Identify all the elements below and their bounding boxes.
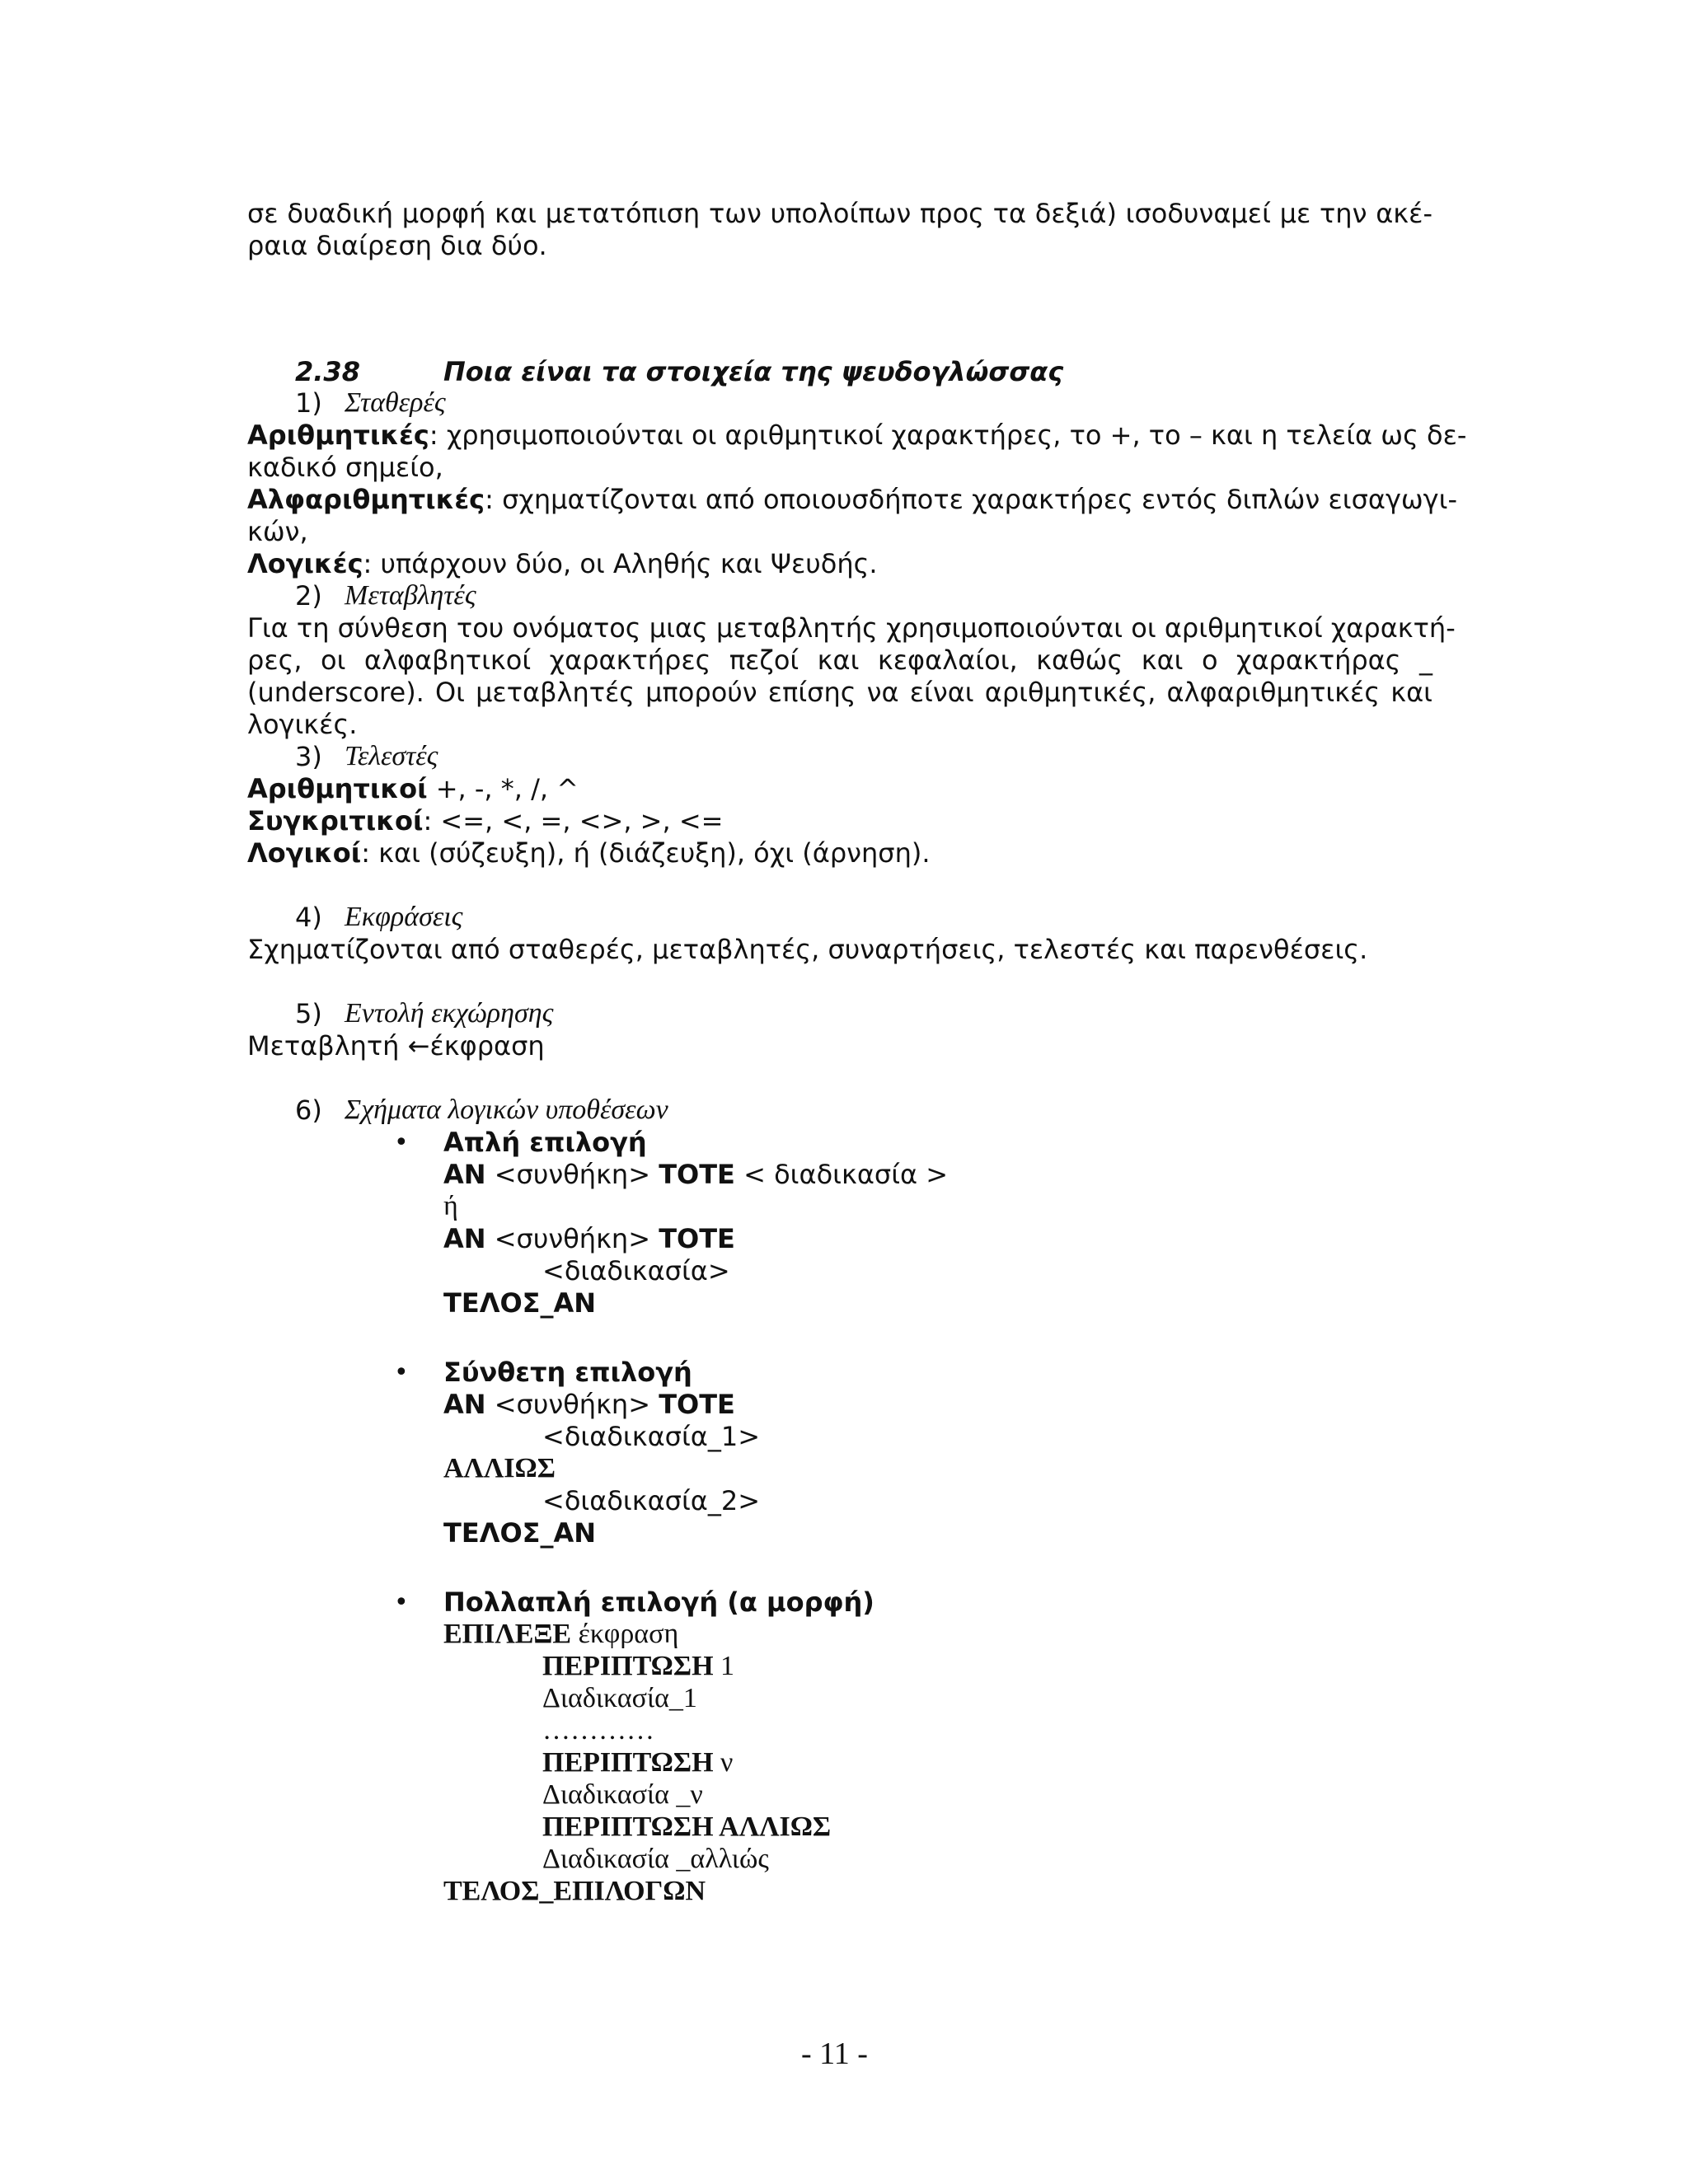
variables-line-2	[247, 644, 1432, 676]
cond-text: <συνθήκη>	[485, 1223, 659, 1254]
multiple-selection-case-else: ΠΕΡΙΠΤΩΣΗ ΑΛΛΙΩΣ	[542, 1811, 832, 1842]
kw-an: ΑΝ	[443, 1223, 486, 1254]
assignment-text: Μεταβλητή ←έκφραση	[247, 1030, 545, 1062]
bullet-icon: •	[394, 1128, 409, 1157]
variables-line-3	[247, 677, 1432, 708]
kw-tote: ΤΟΤΕ	[659, 1389, 735, 1420]
cond-text: <συνθήκη>	[485, 1389, 659, 1420]
constants-alphanumeric-line-1	[247, 484, 1457, 515]
multiple-selection-proc-else: Διαδικασία _αλλιώς	[542, 1844, 769, 1874]
item-5-title: Εντολή εκχώρησης	[345, 998, 554, 1029]
operators-arithmetic-line	[247, 773, 579, 804]
constants-logical-line	[247, 548, 878, 579]
operators-arithmetic-term: Αριθμητικοί	[247, 773, 428, 804]
select-expr: έκφραση	[571, 1619, 679, 1649]
item-1-title: Σταθερές	[345, 387, 446, 418]
compound-selection-proc-2: <διαδικασία_2>	[542, 1485, 761, 1516]
proc-inline-text: < διαδικασία >	[734, 1159, 949, 1190]
constants-arithmetic-line-2: καδικό σημείο,	[247, 452, 443, 483]
bullet-icon: •	[394, 1588, 409, 1617]
compound-selection-line-1	[443, 1389, 735, 1420]
variables-line-1-text: Για τη σύνθεση του ονόματος μιας μεταβλητής χρησιμοποιούνται οι αριθμητικοί χαρακτή-	[247, 612, 1456, 644]
intro-line-1	[247, 198, 1432, 229]
item-3-title: Τελεστές	[345, 741, 438, 771]
constants-alphanumeric-text: : σχηματίζονται από οποιουσδήποτε χαρακτήρες εντός διπλών εισαγωγι-	[485, 484, 1457, 515]
operators-comparison-line	[247, 805, 723, 837]
variables-line-2-text: ρες, οι αλφαβητικοί χαρακτήρες πεζοί και κεφαλαίοι, καθώς και ο χαρακτήρας _	[247, 644, 1432, 676]
section-number: 2.38	[295, 356, 360, 387]
operators-arithmetic-text: +, -, *, /, ^	[427, 773, 579, 804]
item-4-title: Εκφράσεις	[345, 902, 463, 932]
constants-arithmetic-line-1	[247, 419, 1467, 451]
simple-selection-line-2	[443, 1223, 735, 1254]
multiple-selection-case-n	[542, 1747, 733, 1779]
constants-arithmetic-wrap	[247, 419, 1467, 451]
kw-case: ΠΕΡΙΠΤΩΣΗ	[542, 1747, 714, 1778]
multiple-selection-title: Πολλαπλή επιλογή (α μορφή)	[443, 1586, 874, 1618]
multiple-selection-end: ΤΕΛΟΣ_ΕΠΙΛΟΓΩΝ	[443, 1876, 706, 1906]
compound-selection-else: ΑΛΛΙΩΣ	[443, 1453, 556, 1483]
item-2-title: Μεταβλητές	[345, 580, 476, 611]
intro-line-2: ραια διαίρεση δια δύο.	[247, 230, 547, 261]
simple-selection-proc: <διαδικασία>	[542, 1255, 730, 1286]
item-2-number: 2)	[295, 580, 322, 612]
constants-alphanumeric-term: Αλφαριθμητικές	[247, 484, 485, 515]
compound-selection-proc-1: <διαδικασία_1>	[542, 1421, 761, 1452]
multiple-selection-case-1	[542, 1651, 734, 1682]
expressions-text: Σχηματίζονται από σταθερές, μεταβλητές, συναρτήσεις, τελεστές και παρενθέσεις.	[247, 934, 1368, 965]
multiple-selection-proc-n: Διαδικασία _ν	[542, 1779, 703, 1810]
constants-logical-text: : υπάρχουν δύο, οι Αληθής και Ψευδής.	[363, 548, 878, 579]
simple-selection-end: ΤΕΛΟΣ_ΑΝ	[443, 1287, 597, 1319]
variables-line-4: λογικές.	[247, 709, 358, 740]
item-6-title: Σχήματα λογικών υποθέσεων	[345, 1094, 668, 1125]
intro-line-1-text: σε δυαδική μορφή και μετατόπιση των υπολοίπων προς τα δεξιά) ισοδυναμεί με την ακέ-	[247, 198, 1432, 229]
item-6-number: 6)	[295, 1094, 322, 1126]
item-3-number: 3)	[295, 741, 322, 772]
operators-logical-line	[247, 837, 931, 869]
simple-selection-title: Απλή επιλογή	[443, 1127, 647, 1158]
kw-case: ΠΕΡΙΠΤΩΣΗ	[542, 1651, 714, 1681]
multiple-selection-dots: …………	[542, 1715, 654, 1746]
compound-selection-title: Σύνθετη επιλογή	[443, 1357, 692, 1388]
constants-arithmetic-text: : χρησιμοποιούνται οι αριθμητικοί χαρακτήρες, το +, το – και η τελεία ως δε-	[429, 419, 1467, 451]
operators-comparison-text: : <=, <, =, <>, >, <=	[423, 805, 724, 837]
operators-logical-text: : και (σύζευξη), ή (διάζευξη), όχι (άρνηση).	[361, 837, 931, 869]
kw-tote: ΤΟΤΕ	[659, 1223, 735, 1254]
variables-line-1	[247, 612, 1456, 644]
item-1-number: 1)	[295, 387, 322, 419]
case-1-value: 1	[713, 1651, 735, 1681]
item-4-number: 4)	[295, 902, 322, 933]
case-n-value: ν	[713, 1747, 734, 1778]
multiple-selection-proc-1: Διαδικασία_1	[542, 1683, 697, 1713]
cond-text: <συνθήκη>	[485, 1159, 659, 1190]
variables-line-3-text: (underscore). Οι μεταβλητές μπορούν επίσης να είναι αριθμητικές, αλφαριθμητικές και	[247, 677, 1432, 708]
kw-an: ΑΝ	[443, 1389, 486, 1420]
item-5-number: 5)	[295, 998, 322, 1029]
compound-selection-end: ΤΕΛΟΣ_ΑΝ	[443, 1517, 597, 1549]
constants-alphanumeric-wrap	[247, 484, 1457, 515]
constants-alphanumeric-line-2: κών,	[247, 516, 308, 547]
multiple-selection-select-line	[443, 1619, 678, 1650]
simple-selection-line-1	[443, 1159, 948, 1190]
page-number: - 11 -	[801, 2036, 868, 2071]
operators-logical-term: Λογικοί	[247, 837, 362, 869]
constants-logical-term: Λογικές	[247, 548, 363, 579]
constants-arithmetic-term: Αριθμητικές	[247, 419, 429, 451]
simple-selection-or: ή	[443, 1191, 458, 1221]
kw-an: ΑΝ	[443, 1159, 486, 1190]
section-title: Ποια είναι τα στοιχεία της ψευδογλώσσας	[443, 356, 1064, 387]
bullet-icon: •	[394, 1358, 409, 1387]
operators-comparison-term: Συγκριτικοί	[247, 805, 424, 837]
kw-tote: ΤΟΤΕ	[659, 1159, 735, 1190]
kw-select: ΕΠΙΛΕΞΕ	[443, 1619, 572, 1649]
